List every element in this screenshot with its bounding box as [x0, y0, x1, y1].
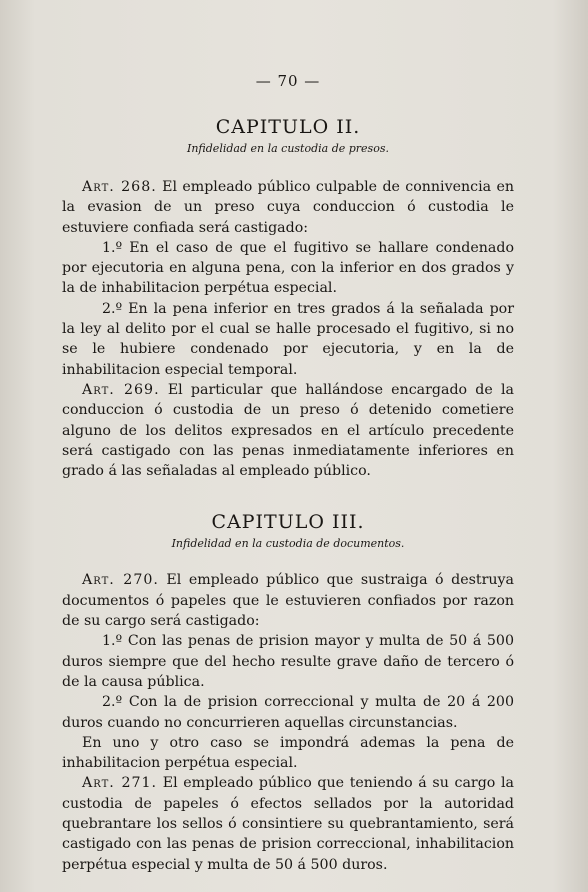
chapter-iii-title: CAPITULO III.	[211, 511, 365, 534]
chapter-ii-subtitle: Infidelidad en la custodia de presos.	[187, 142, 389, 155]
article-268-label: Art. 268.	[82, 179, 157, 195]
article-270	[62, 570, 514, 631]
article-269-label: Art. 269.	[82, 381, 160, 398]
section-gap	[62, 481, 514, 507]
article-271-text: El empleado público que teniendo á su cargo la custodia de papeles ó efectos sellados por la autoridad quebrantare los sellos ó consintiere su quebrantamiento, será castigado con las penas de prision correccional, inhabilitacion perpétua especial y multa de 50 á 500 duros.	[62, 775, 514, 873]
chapter-ii-title: CAPITULO II.	[215, 116, 361, 138]
page-number: — 70 —	[255, 72, 321, 90]
article-269	[62, 380, 514, 481]
chapter-iii-subtitle: Infidelidad en la custodia de documentos.	[171, 537, 405, 551]
article-270-item-2: 2.º Con la de prision correccional y multa de 20 á 200 duros cuando no concurrieren aquellas circunstancias.	[62, 694, 514, 731]
article-270-closing: En uno y otro caso se impondrá ademas la pena de inhabilitacion perpétua especial.	[62, 734, 514, 772]
article-268-item-1: 1.º En el caso de que el fugitivo se hallare condenado por ejecutoria en alguna pena, con la inferior en dos grados y la de inhabilitacion perpétua especial.	[62, 239, 514, 297]
article-271-label: Art. 271.	[82, 775, 158, 792]
article-270-text: El empleado público que sustraiga ó destruya documentos ó papeles que le estuvieren confiados por razon de su cargo será castigado:	[62, 572, 514, 630]
article-271	[62, 773, 514, 874]
article-270-label: Art. 270.	[82, 572, 159, 589]
article-269-text: El particular que hallándose encargado de la conduccion ó custodia de un preso ó detenido cometiere alguno de los delitos expresados en el artículo precedente será castigado con las penas inmediatamente inferiores en grado á las señaladas al empleado público.	[62, 381, 514, 480]
article-268	[62, 177, 514, 238]
article-268-text: El empleado público culpable de connivencia en la evasion de un preso cuya conduccion ó custodia le estuviere confiada será castigado:	[62, 179, 514, 236]
article-268-item-2: 2.º En la pena inferior en tres grados á la señalada por la ley al delito por el cual se halle procesado el fugitivo, si no se le hubiere condenado por ejecutoria, y en la de inhabilitacion especial temporal.	[62, 300, 514, 378]
article-270-item-1: 1.º Con las penas de prision mayor y multa de 50 á 500 duros siempre que del hecho resulte grave daño de tercero ó de la causa pública.	[62, 633, 514, 690]
page-content	[62, 68, 514, 875]
